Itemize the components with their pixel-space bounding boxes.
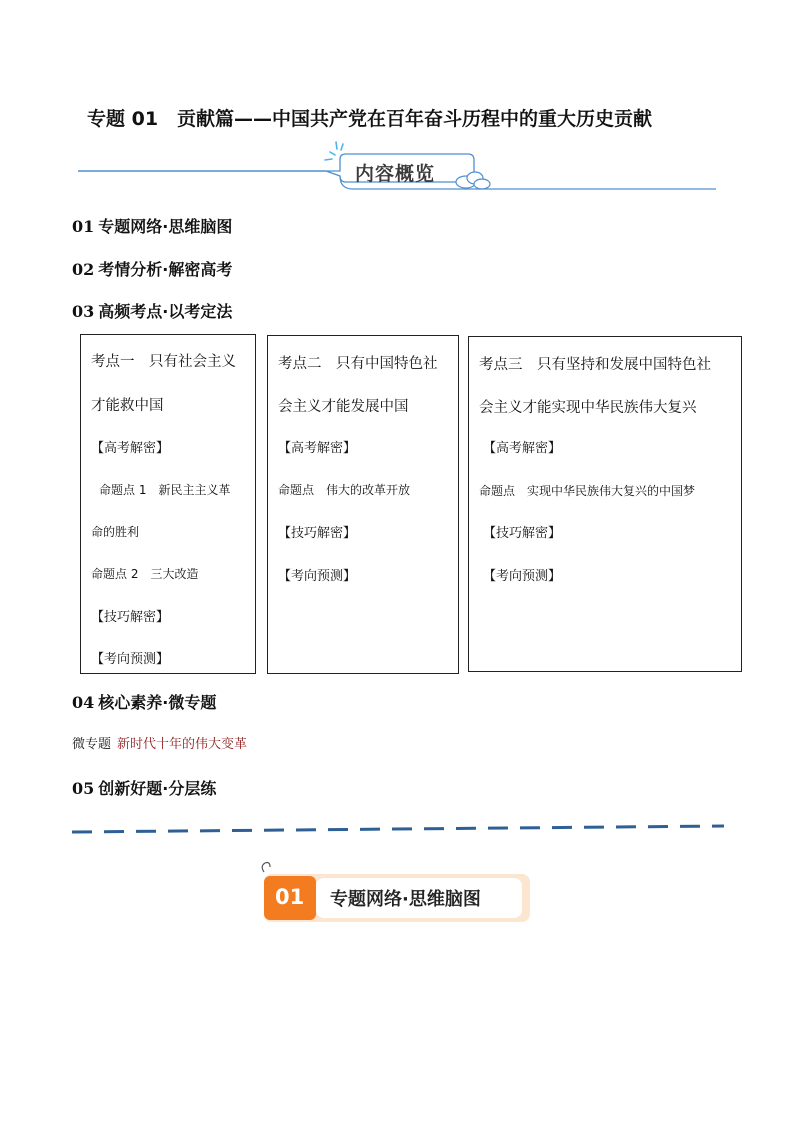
kaodian-2-line: 【考向预测】 (278, 569, 357, 584)
kaodian-1-line: 【高考解密】 (91, 441, 170, 456)
kaodian-2-line: 【高考解密】 (278, 441, 357, 456)
badge-label: 专题网络·思维脑图 (330, 889, 481, 910)
section-04-heading: 04 核心素养·微专题 (72, 693, 217, 712)
kaodian-1-title-line-2: 才能救中国 (91, 398, 164, 414)
kaodian-2-line: 【技巧解密】 (278, 526, 357, 541)
kaodian-2-title-line-1: 考点二 只有中国特色社 (278, 356, 438, 372)
kaodian-box-2 (267, 335, 459, 674)
kaodian-3-title-line-2: 会主义才能实现中华民族伟大复兴 (479, 400, 697, 416)
kaodian-3-line: 【技巧解密】 (483, 526, 562, 541)
kaodian-1-line: 命的胜利 (91, 525, 140, 539)
section-01-heading: 01 专题网络·思维脑图 (72, 217, 233, 236)
kaodian-2-line: 命题点 伟大的改革开放 (278, 483, 411, 497)
kaodian-3-line: 【高考解密】 (483, 441, 562, 456)
badge-number: 01 (275, 885, 305, 909)
kaodian-3-line: 【考向预测】 (483, 569, 562, 584)
document-title: 专题 01 贡献篇——中国共产党在百年奋斗历程中的重大历史贡献 (87, 108, 653, 130)
section-02-heading: 02 考情分析·解密高考 (72, 260, 233, 279)
micro-topic-name: 新时代十年的伟大变革 (117, 737, 248, 752)
kaodian-1-line: 【考向预测】 (91, 652, 170, 667)
kaodian-1-line: 命题点 2 三大改造 (91, 567, 199, 581)
banner-label: 内容概览 (355, 163, 436, 185)
section-05-heading: 05 创新好题·分层练 (72, 779, 217, 798)
kaodian-3-line: 命题点 实现中华民族伟大复兴的中国梦 (479, 484, 696, 498)
kaodian-3-title-line-1: 考点三 只有坚持和发展中国特色社 (479, 357, 711, 373)
kaodian-1-line: 命题点 1 新民主主义革 (99, 483, 231, 497)
section-03-heading: 03 高频考点·以考定法 (72, 302, 233, 321)
kaodian-box-3 (468, 336, 742, 672)
dashed-divider (72, 818, 724, 838)
kaodian-1-line: 【技巧解密】 (91, 610, 170, 625)
micro-topic-prefix: 微专题 (72, 737, 112, 752)
kaodian-1-title-line-1: 考点一 只有社会主义 (91, 354, 236, 370)
kaodian-box-1 (80, 334, 256, 674)
micro-topic (72, 733, 247, 752)
curl-icon (262, 863, 270, 873)
kaodian-2-title-line-2: 会主义才能发展中国 (278, 399, 409, 415)
